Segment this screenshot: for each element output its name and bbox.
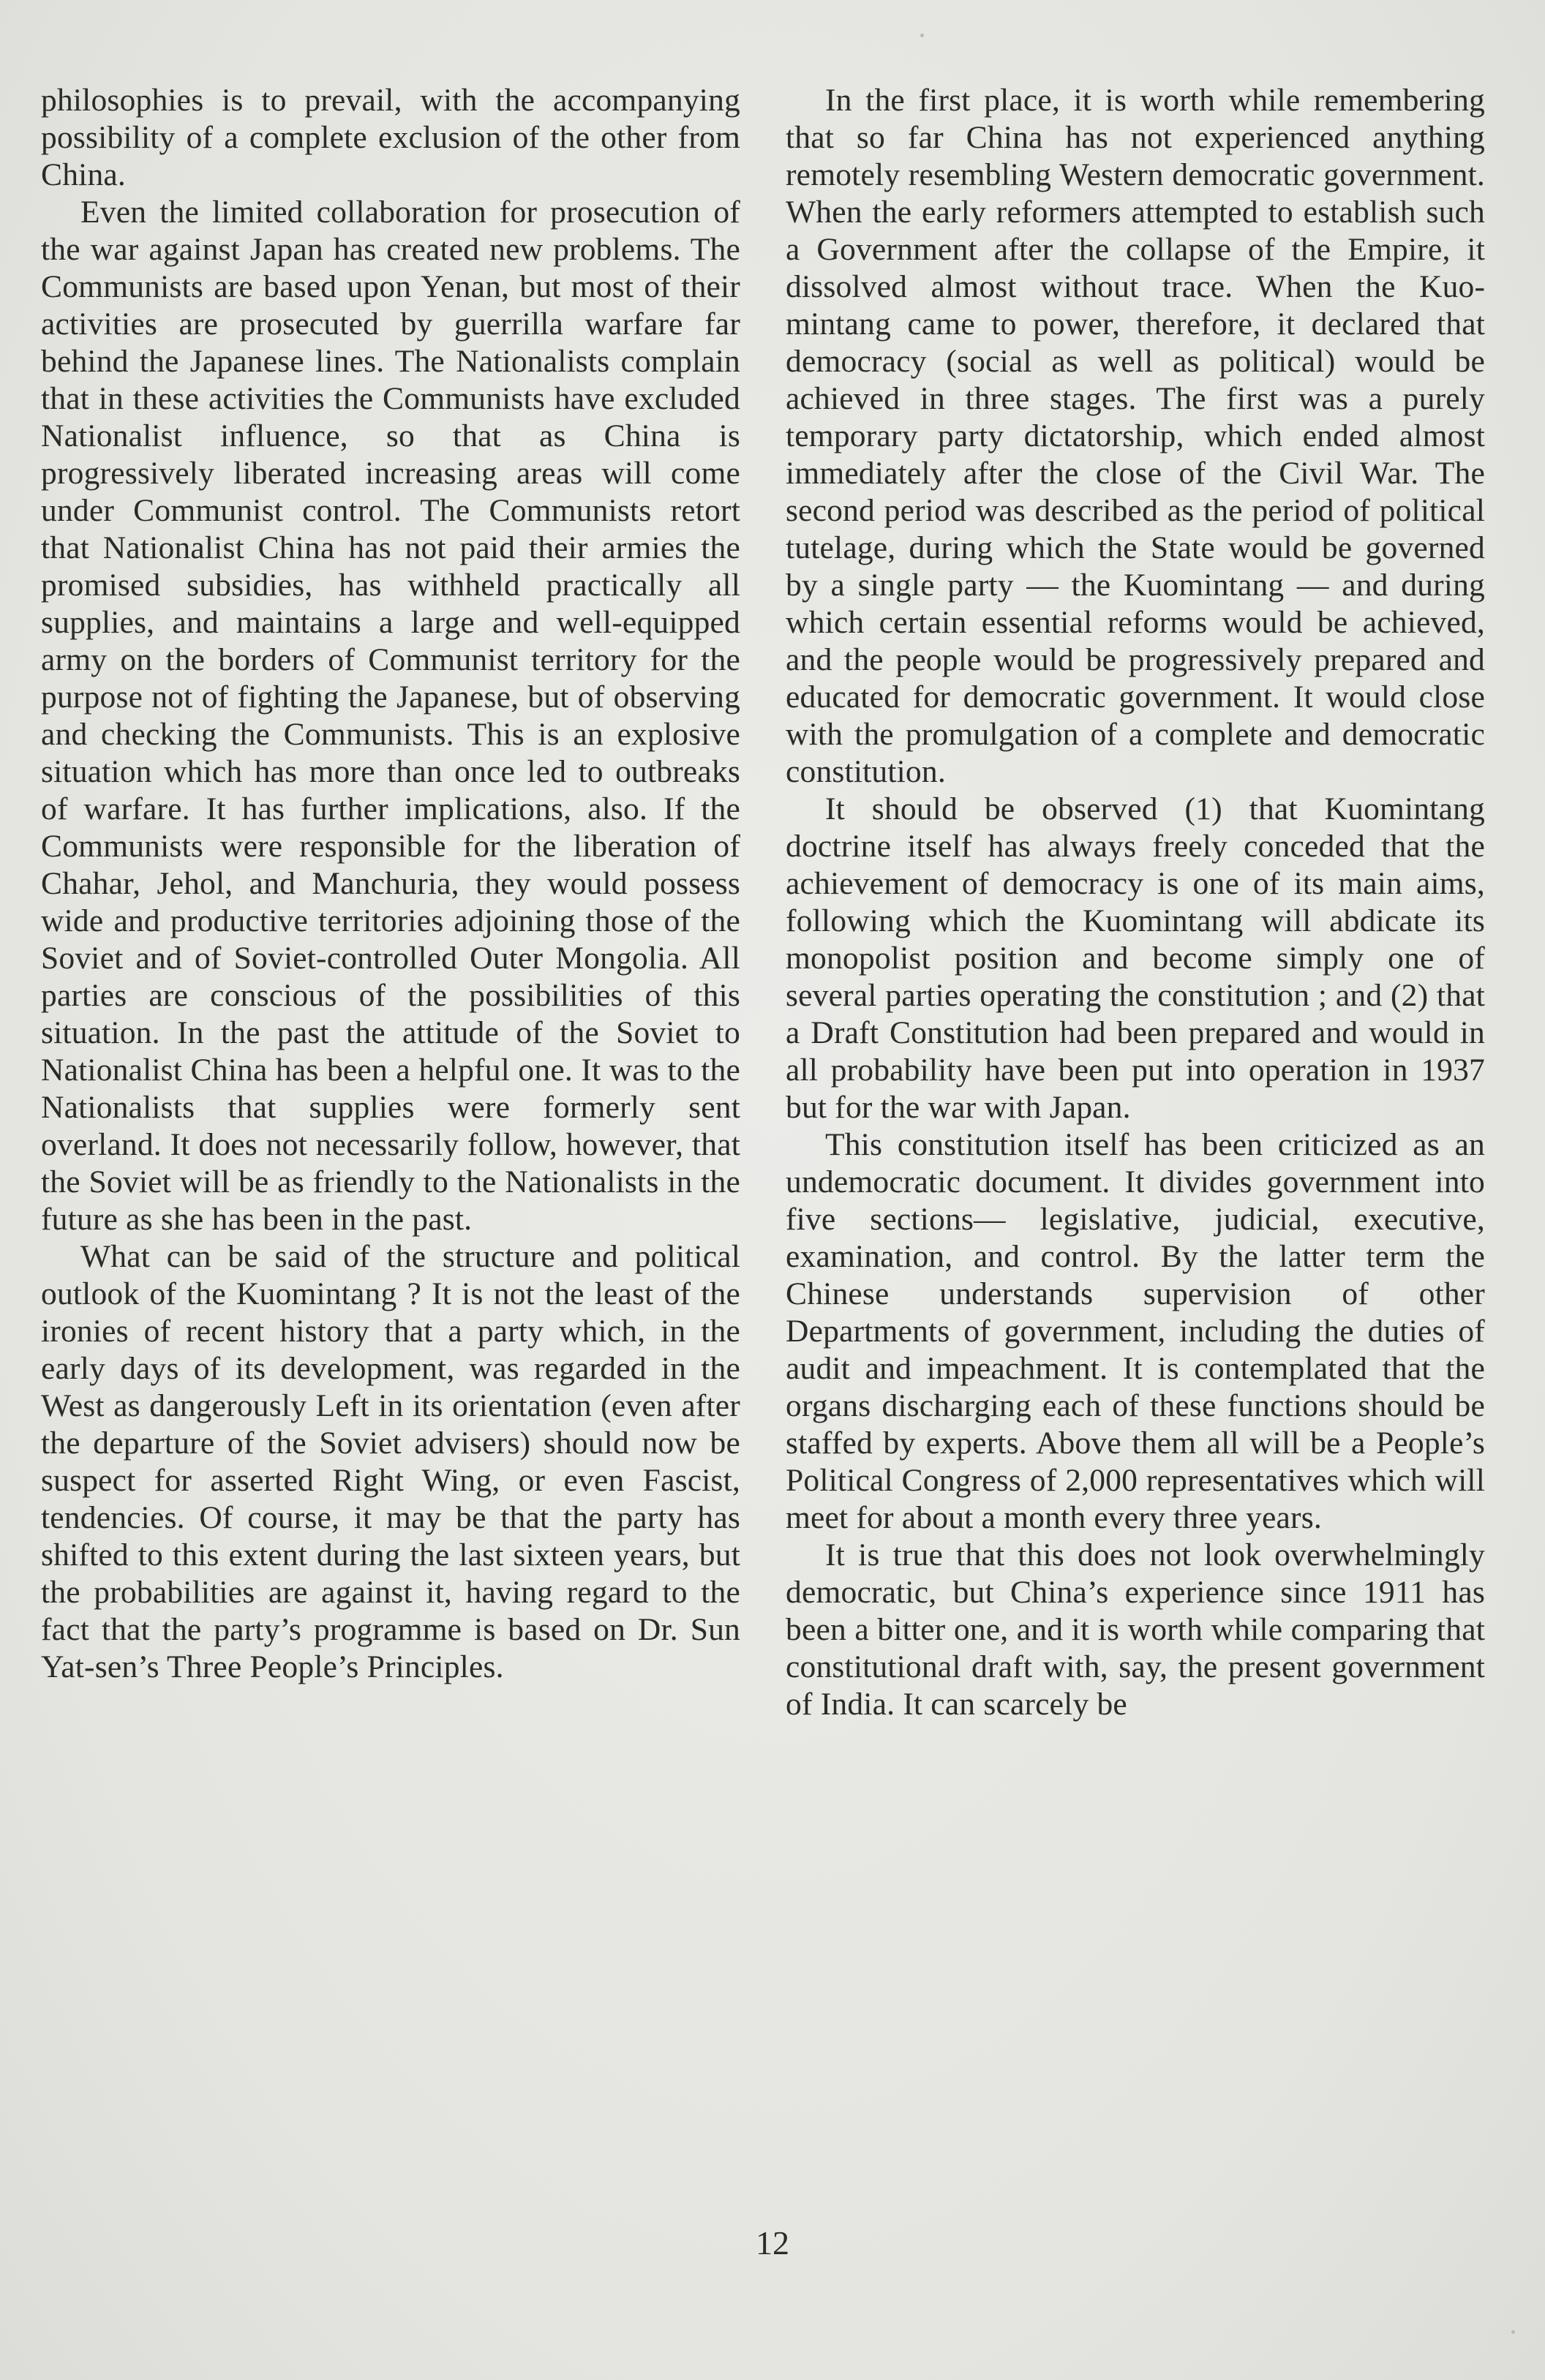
paragraph-observed: It should be observed (1) that Kuomintang doctrine itself has always freely conceded that the achievement of democracy is one of its main aims, following which the Kuomintang will abdicate its monopolist position and become simply one of several parties operating the constitution ; and (2) that a Draft Constitution had been prepared and would in all probability have been put into operation in 1937 but for the war with Japan. (786, 791, 1485, 1125)
paragraph-collaboration: Even the limited collaboration for prosecution of the war against Japan has created new problems. The Communists are based upon Yenan, but most of their activities are prosecuted by guerrilla warfare far behind the Japanese lines. The Nationalists complain that in these activities the Communists have excluded Nationalist influence, so that as China is progressively liberated increasing areas will come under Communist control. The Communists retort that Nationalist China has not paid their armies the promised subsidies, has withheld practically all supplies, and maintains a large and well-equipped army on the borders of Communist territory for the purpose not of fighting the Japanese, but of observing and checking the Communists. This is an explosive situation which has more than once led to outbreaks of warfare. It has further implications, also. If the Communists were responsible for the liberation of Chahar, Jehol, and Manchuria, they would possess wide and productive territories adjoining those of the Soviet and of Soviet-controlled Outer Mongolia. All parties are conscious of the possibilities of this situation. In the past the attitude of the Soviet to Nationalist China has been a helpful one. It was to the Nationalists that supplies were formerly sent overland. It does not necessarily follow, however, that the Soviet will be as friendly to the Nationalists in the future as she has been in the past. (41, 195, 740, 1237)
left-column (41, 82, 740, 1686)
paper-speck (920, 34, 924, 37)
paragraph-kuomintang-structure: What can be said of the structure and political outlook of the Kuomintang ? It is not the least of the ironies of recent history that a party which, in the early days of its development, was regarded in the West as dangerously Left in its orientation (even after the departure of the Soviet advisers) should now be suspect for asserted Right Wing, or even Fascist, tendencies. Of course, it may be that the party has shifted to this extent during the last sixteen years, but the probabilities are against it, having regard to the fact that the party’s programme is based on Dr. Sun Yat-sen’s Three People’s Principles. (41, 1239, 740, 1684)
right-column (786, 82, 1485, 1723)
paragraph-first-place: In the first place, it is worth while remembering that so far China has not experienced anything remotely resembling Western democratic government. When the early reformers attempted to establish such a Government after the collapse of the Empire, it dissolved almost without trace. When the Kuomintang came to power, therefore, it declared that democracy (social as well as political) would be achieved in three stages. The first was a purely temporary party dictatorship, which ended almost immediately after the close of the Civil War. The second period was described as the period of political tutelage, during which the State would be governed by a single party — the Kuomintang — and during which certain essential reforms would be achieved, and the people would be progressively prepared and educated for democratic government. It would close with the promulgation of a complete and democratic constitution. (786, 83, 1485, 789)
paragraph-constitution: This constitution itself has been criticized as an undemocratic document. It divides government into five sections— legislative, judicial, executive, examination, and control. By the latter term the Chinese understands supervision of other Departments of government, including the duties of audit and impeachment. It is contemplated that the organs discharging each of these functions should be staffed by experts. Above them all will be a People’s Political Congress of 2,000 representatives which will meet for about a month every three years. (786, 1127, 1485, 1535)
paragraph-true: It is true that this does not look overwhelmingly democratic, but China’s experience since 1911 has been a bitter one, and it is worth while comparing that constitutional draft with, say, the present government of India. It can scarcely be (786, 1537, 1485, 1722)
paper-speck (1511, 2330, 1515, 2334)
paragraph-continued: philosophies is to prevail, with the accompanying possibility of a complete exclusion of the other from China. (41, 83, 740, 192)
page-number: 12 (756, 2224, 789, 2262)
